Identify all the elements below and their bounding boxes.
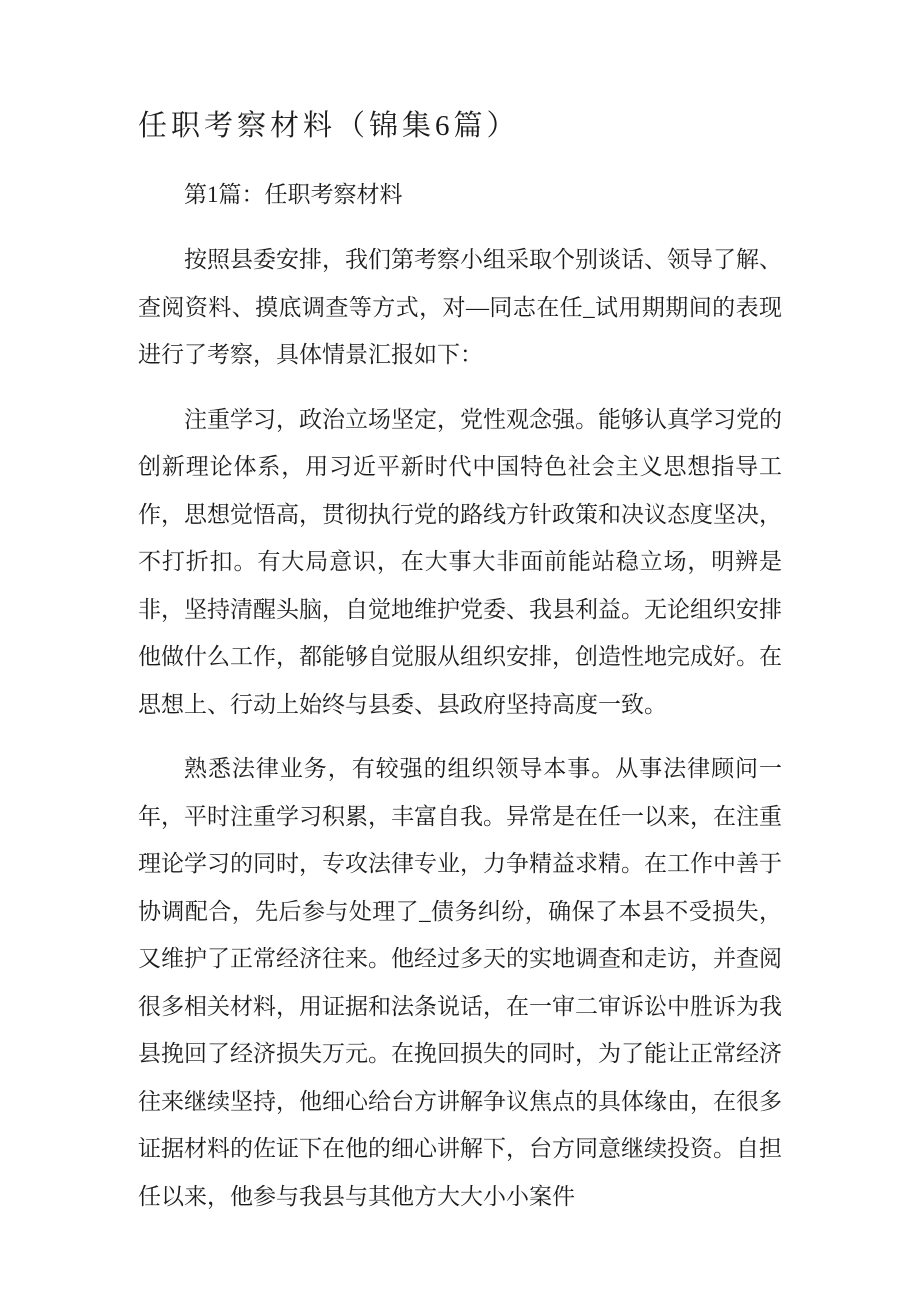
paragraph-political-study: 注重学习，政治立场坚定，党性观念强。能够认真学习党的创新理论体系，用习近平新时代中国特色社会主义思想指导工作，思想觉悟高，贯彻执行党的路线方针政策和决议态度坚决，不打折扣。有大局意识，在大事大非面前能站稳立场，明辨是非，坚持清醒头脑，自觉地维护党委、我县利益。无论组织安排他做什么工作，都能够自觉服从组织安排，创造性地完成好。在思想上、行动上始终与县委、县政府坚持高度一致。 bbox=[138, 406, 782, 717]
paragraph-legal-work: 熟悉法律业务，有较强的组织领导本事。从事法律顾问一年，平时注重学习积累，丰富自我。异常是在任一以来，在注重理论学习的同时，专攻法律专业，力争精益求精。在工作中善于协调配合，先后参与处理了_债务纠纷，确保了本县不受损失，又维护了正常经济往来。他经过多天的实地调查和走访，并查阅很多相关材料，用证据和法条说话，在一审二审诉讼中胜诉为我县挽回了经济损失万元。在挽回损失的同时，为了能让正常经济往来继续坚持，他细心给台方讲解争议焦点的具体缘由，在很多证据材料的佐证下在他的细心讲解下，台方同意继续投资。自担任以来，他参与我县与其他方大大小小案件 bbox=[138, 756, 782, 1209]
document-title: 任职考察材料（锦集6篇） bbox=[138, 110, 520, 142]
paragraph-intro: 按照县委安排，我们第考察小组采取个别谈话、领导了解、查阅资料、摸底调查等方式，对—同志在任_试用期期间的表现进行了考察，具体情景汇报如下： bbox=[138, 247, 782, 367]
section-heading: 第1篇：任职考察材料 bbox=[184, 182, 403, 207]
